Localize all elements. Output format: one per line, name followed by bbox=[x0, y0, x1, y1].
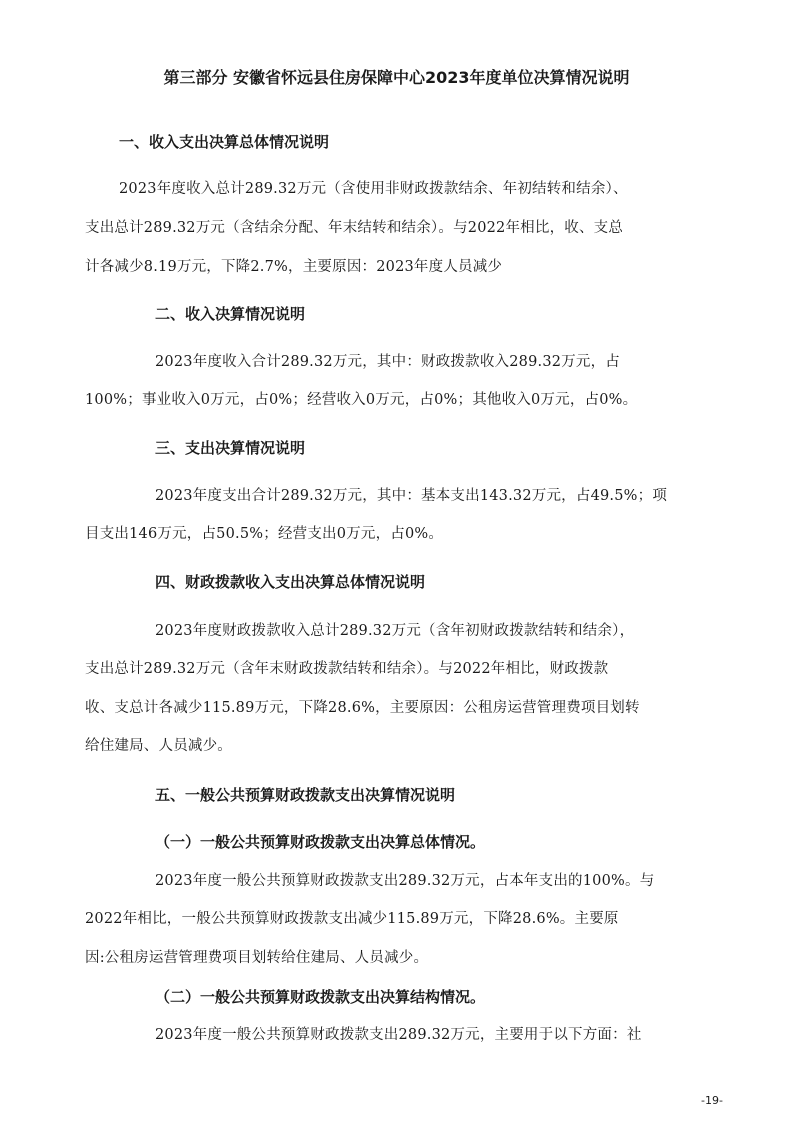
section-1-line-1: 2023年度收入总计289.32万元（含使用非财政拨款结余、年初结转和结余）、 bbox=[119, 181, 628, 197]
section-3-line-2: 目支出146万元，占50.5%；经营支出0万元，占0%。 bbox=[85, 526, 444, 542]
subsection-heading-5-1: （一）一般公共预算财政拨款支出决算总体情况。 bbox=[155, 833, 486, 851]
section-1-line-2: 支出总计289.32万元（含结余分配、年末结转和结余）。与2022年相比，收、支总 bbox=[85, 220, 624, 236]
section-heading-1: 一、收入支出决算总体情况说明 bbox=[119, 133, 330, 151]
section-heading-3: 三、支出决算情况说明 bbox=[155, 439, 306, 457]
section-1-line-3: 计各减少8.19万元，下降2.7%，主要原因：2023年度人员减少 bbox=[85, 259, 503, 275]
subsection-5-1-line-3: 因:公租房运营管理费项目划转给住建局、人员减少。 bbox=[85, 950, 429, 966]
section-heading-5: 五、一般公共预算财政拨款支出决算情况说明 bbox=[155, 786, 456, 804]
page-title: 第三部分 安徽省怀远县住房保障中心2023年度单位决算情况说明 bbox=[163, 68, 630, 87]
subsection-5-1-line-1: 2023年度一般公共预算财政拨款支出289.32万元，占本年支出的100%。与 bbox=[155, 873, 655, 889]
section-heading-4: 四、财政拨款收入支出决算总体情况说明 bbox=[155, 573, 426, 591]
page-number: -19- bbox=[701, 1094, 723, 1107]
subsection-heading-5-2: （二）一般公共预算财政拨款支出决算结构情况。 bbox=[155, 988, 486, 1006]
section-4-line-3: 收、支总计各减少115.89万元，下降28.6%，主要原因：公租房运营管理费项目划转 bbox=[85, 700, 640, 716]
section-4-line-4: 给住建局、人员减少。 bbox=[85, 738, 232, 754]
section-2-line-1: 2023年度收入合计289.32万元，其中：财政拨款收入289.32万元，占 bbox=[155, 354, 620, 370]
section-4-line-2: 支出总计289.32万元（含年末财政拨款结转和结余）。与2022年相比，财政拨款 bbox=[85, 661, 609, 677]
section-2-line-2: 100%；事业收入0万元，占0%；经营收入0万元，占0%；其他收入0万元，占0%。 bbox=[85, 392, 638, 408]
subsection-5-1-line-2: 2022年相比，一般公共预算财政拨款支出减少115.89万元，下降28.6%。主要原 bbox=[85, 911, 619, 927]
section-4-line-1: 2023年度财政拨款收入总计289.32万元（含年初财政拨款结转和结余）， bbox=[155, 623, 635, 639]
subsection-5-2-line-1: 2023年度一般公共预算财政拨款支出289.32万元，主要用于以下方面：社 bbox=[155, 1027, 642, 1043]
section-heading-2: 二、收入决算情况说明 bbox=[155, 305, 306, 323]
section-3-line-1: 2023年度支出合计289.32万元，其中：基本支出143.32万元，占49.5%；项 bbox=[155, 488, 668, 504]
